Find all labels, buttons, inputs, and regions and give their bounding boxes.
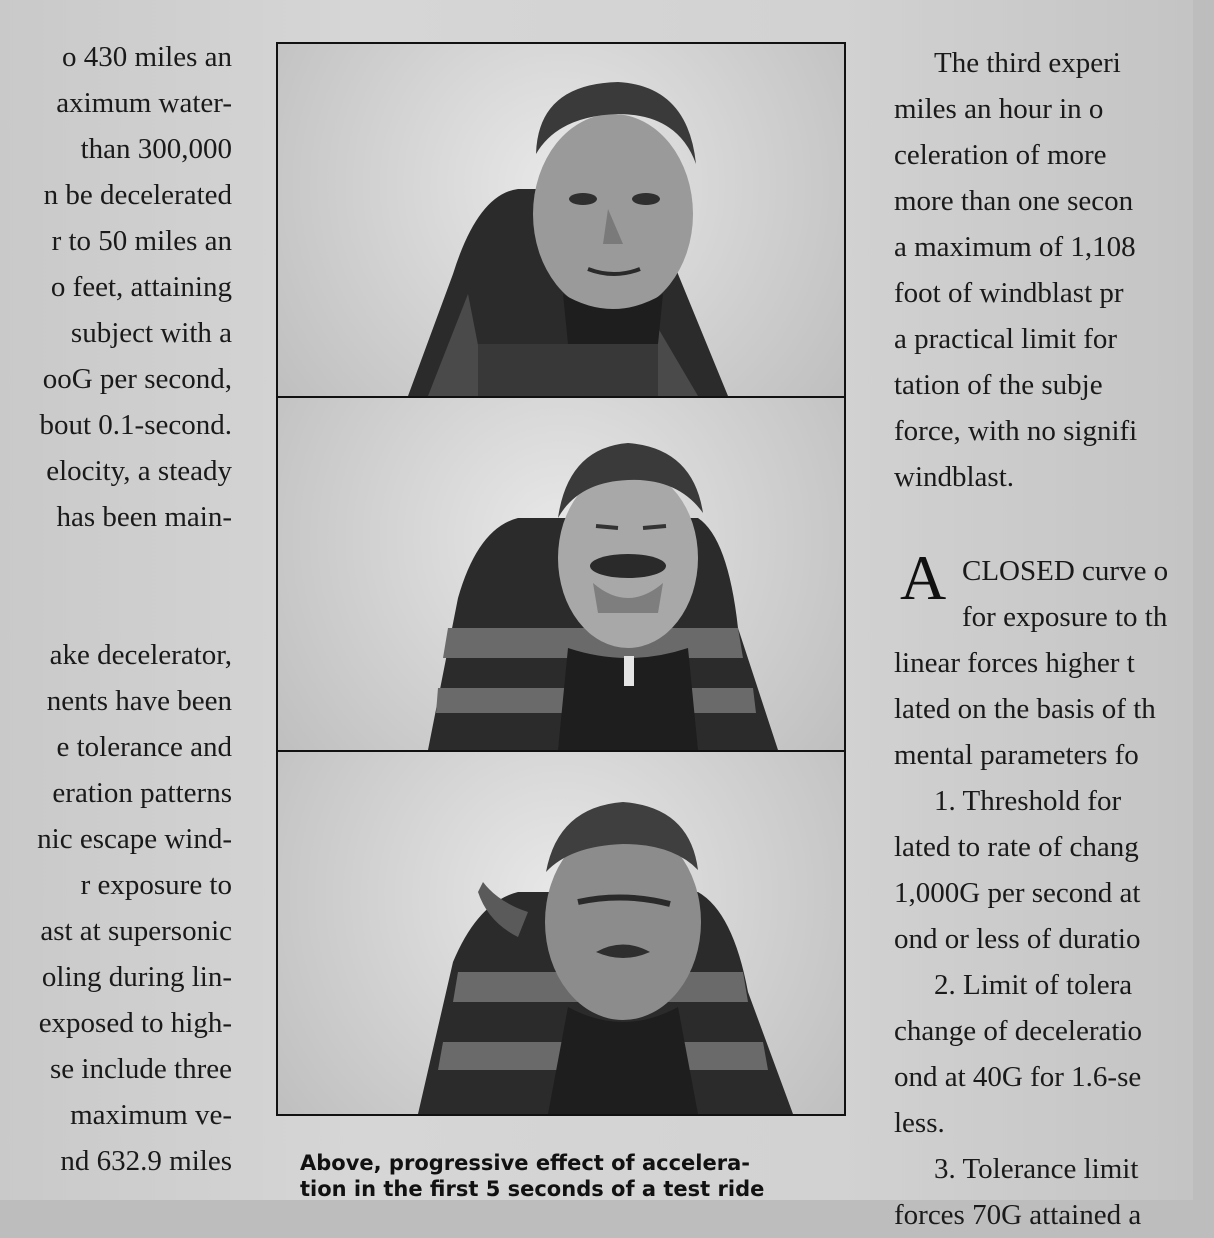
text-line: aximum water-	[56, 87, 232, 119]
text-line: ast at supersonic	[40, 915, 232, 947]
caption-line: Above, progressive effect of accelera-	[300, 1151, 750, 1175]
text-line: o feet, attaining	[50, 271, 232, 303]
photo-panel-during-acceleration	[278, 398, 844, 750]
list-item-line: 1. Threshold for	[934, 785, 1122, 817]
photo-sequence	[276, 42, 846, 1116]
text-line: subject with a	[70, 317, 232, 349]
text-line: ond or less of duratio	[894, 923, 1141, 955]
text-line: tation of the subje	[894, 369, 1103, 401]
text-line: nic escape wind-	[37, 823, 232, 855]
text-line: foot of windblast pr	[894, 277, 1124, 309]
text-line: nd 632.9 miles	[60, 1145, 232, 1177]
text-line: r to 50 miles an	[51, 225, 232, 257]
text-line: exposed to high-	[38, 1007, 232, 1039]
text-line: bout 0.1-second.	[39, 409, 232, 441]
right-text-column	[894, 40, 1214, 1238]
text-line: a maximum of 1,108	[894, 231, 1136, 263]
text-line: change of deceleratio	[894, 1015, 1142, 1047]
figure-caption	[300, 1150, 840, 1202]
list-item-line: 3. Tolerance limit	[934, 1153, 1139, 1185]
text-line: The third experi	[934, 47, 1121, 79]
text-line: ooG per second,	[42, 363, 232, 395]
list-item-line: 2. Limit of tolera	[934, 969, 1133, 1001]
drop-cap: A	[900, 542, 947, 613]
left-text-column	[0, 34, 232, 1184]
photo-panel-peak-acceleration	[278, 752, 844, 1114]
portrait-illustration	[278, 44, 844, 396]
text-line: forces 70G attained a	[894, 1199, 1142, 1231]
text-line: n be decelerated	[43, 179, 232, 211]
text-line: linear forces higher t	[894, 647, 1135, 679]
text-line: o 430 miles an	[62, 41, 232, 73]
dropcap-row	[894, 542, 1214, 613]
text-line: miles an hour in o	[894, 93, 1104, 125]
portrait-illustration	[278, 752, 844, 1114]
text-line: than 300,000	[80, 133, 232, 165]
text-line: ond at 40G for 1.6-se	[894, 1061, 1142, 1093]
text-line: ake decelerator,	[49, 639, 232, 671]
paragraph-gap	[0, 540, 232, 632]
paragraph-gap	[894, 500, 1214, 548]
text-line: elocity, a steady	[46, 455, 232, 487]
text-line: for exposure to th	[962, 601, 1168, 633]
text-line: less.	[894, 1107, 945, 1139]
text-line: maximum ve-	[70, 1099, 232, 1131]
portrait-illustration	[278, 398, 844, 750]
text-line: CLOSED curve o	[962, 555, 1169, 587]
text-line: r exposure to	[80, 869, 232, 901]
text-line: oling during lin-	[41, 961, 232, 993]
text-line: 1,000G per second at	[894, 877, 1141, 909]
text-line: lated on the basis of th	[894, 693, 1156, 725]
text-line: more than one secon	[894, 185, 1134, 217]
text-line: lated to rate of chang	[894, 831, 1139, 863]
text-line: mental parameters fo	[894, 739, 1139, 771]
text-line: celeration of more	[894, 139, 1107, 171]
text-line: se include three	[50, 1053, 232, 1085]
caption-line: tion in the first 5 seconds of a test ride	[300, 1177, 765, 1201]
photo-panel-before-acceleration	[278, 44, 844, 396]
text-line: eration patterns	[52, 777, 232, 809]
text-line: windblast.	[894, 461, 1015, 493]
text-line: force, with no signifi	[894, 415, 1138, 447]
text-line: has been main-	[56, 501, 232, 533]
text-line: e tolerance and	[56, 731, 232, 763]
text-line: nents have been	[46, 685, 232, 717]
text-line: a practical limit for	[894, 323, 1118, 355]
